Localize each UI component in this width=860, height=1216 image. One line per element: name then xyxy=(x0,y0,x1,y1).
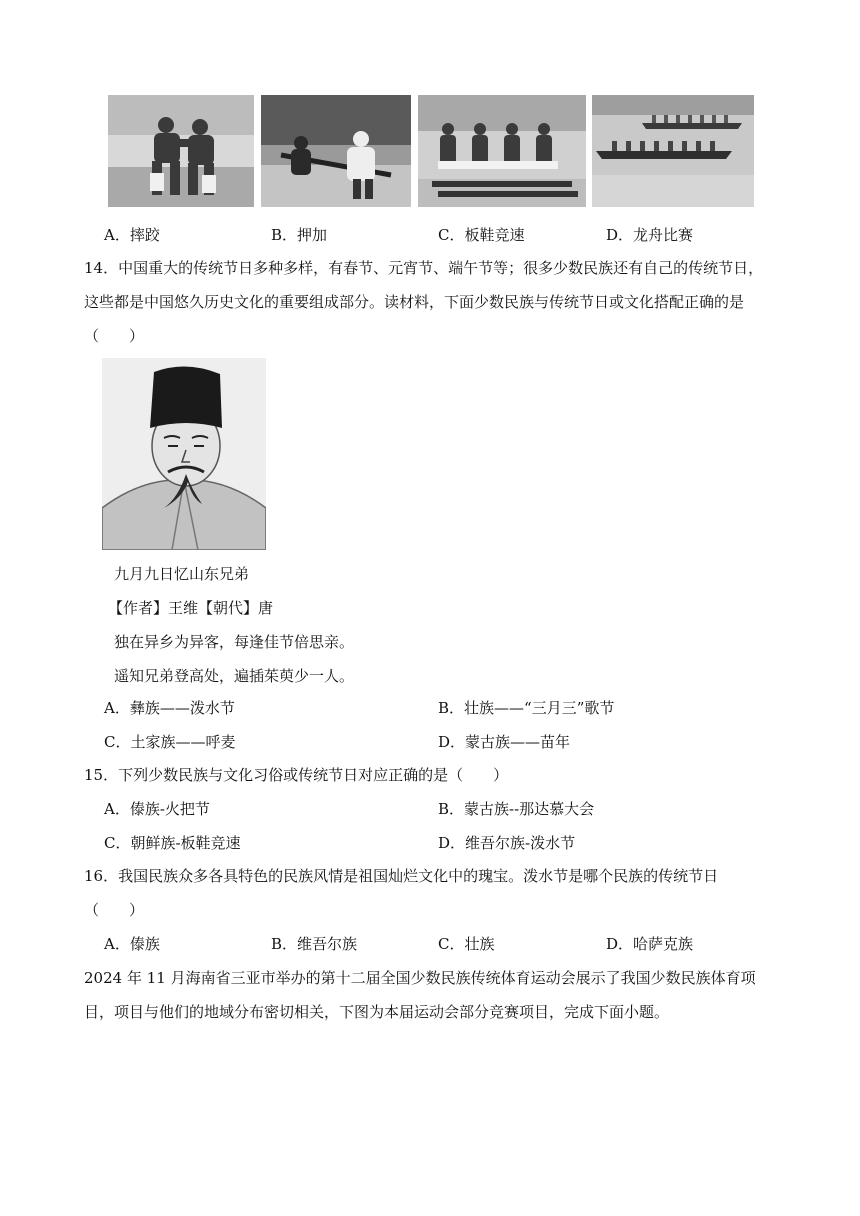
q13-option-b: B．押加 xyxy=(271,226,328,244)
poem-line1: 独在异乡为异客，每逢佳节倍思亲。 xyxy=(114,633,355,651)
dragon-boat-photo xyxy=(592,95,754,207)
dragon-boat-photo-icon xyxy=(592,95,754,207)
tug-photo-icon xyxy=(261,95,411,207)
q13-option-a: A．摔跤 xyxy=(104,226,160,244)
q16-option-d: D．哈萨克族 xyxy=(606,935,694,953)
q15-option-b: B．蒙古族--那达慕大会 xyxy=(438,800,595,818)
board-shoes-photo xyxy=(418,95,586,207)
intro-line1: 2024 年 11 月海南省三亚市举办的第十二届全国少数民族传统体育运动会展示了我国少数民族体育项 xyxy=(84,969,756,987)
q14-option-d: D．蒙古族——苗年 xyxy=(438,733,571,751)
board-shoes-race-photo-icon xyxy=(418,95,586,207)
q15-option-c: C．朝鲜族-板鞋竞速 xyxy=(104,834,241,852)
q15-option-d: D．维吾尔族-泼水节 xyxy=(438,834,576,852)
q16-option-a: A．傣族 xyxy=(104,935,160,953)
wrestling-photo-icon xyxy=(108,95,254,207)
q14-stem-line2: 这些都是中国悠久历史文化的重要组成部分。读材料，下面少数民族与传统节日或文化搭配正确的是 xyxy=(84,293,745,311)
q15-option-a: A．傣族-火把节 xyxy=(104,800,210,818)
q16-option-c: C．壮族 xyxy=(438,935,495,953)
intro-line2: 目，项目与他们的地域分布密切相关，下图为本届运动会部分竞赛项目，完成下面小题。 xyxy=(84,1003,670,1021)
q13-option-d: D．龙舟比赛 xyxy=(606,226,694,244)
poem-author: 【作者】王维【朝代】唐 xyxy=(108,599,274,617)
wrestling-photo xyxy=(108,95,254,207)
q14-option-c: C．土家族——呼麦 xyxy=(104,733,236,751)
poet-portrait-icon xyxy=(102,358,266,550)
q13-option-c: C．板鞋竞速 xyxy=(438,226,525,244)
q16-option-b: B．维吾尔族 xyxy=(271,935,358,953)
q14-stem-line1: 14．中国重大的传统节日多种多样，有春节、元宵节、端午节等；很多少数民族还有自己的传统节日， xyxy=(84,259,764,277)
q16-stem-line1: 16．我国民族众多各具特色的民族风情是祖国灿烂文化中的瑰宝。泼水节是哪个民族的传统节日 xyxy=(84,867,719,885)
poem-title: 九月九日忆山东兄弟 xyxy=(114,565,250,583)
q15-stem: 15．下列少数民族与文化习俗或传统节日对应正确的是（ ） xyxy=(84,766,509,784)
poem-line2: 遥知兄弟登高处，遍插茱萸少一人。 xyxy=(114,667,355,685)
q14-stem-line3: （ ） xyxy=(84,327,145,345)
q16-stem-line2: （ ） xyxy=(84,901,145,919)
q14-option-a: A．彝族——泼水节 xyxy=(104,699,235,717)
yajia-photo xyxy=(261,95,411,207)
poet-portrait xyxy=(102,358,266,550)
q14-option-b: B．壮族——“三月三”歌节 xyxy=(438,699,615,717)
